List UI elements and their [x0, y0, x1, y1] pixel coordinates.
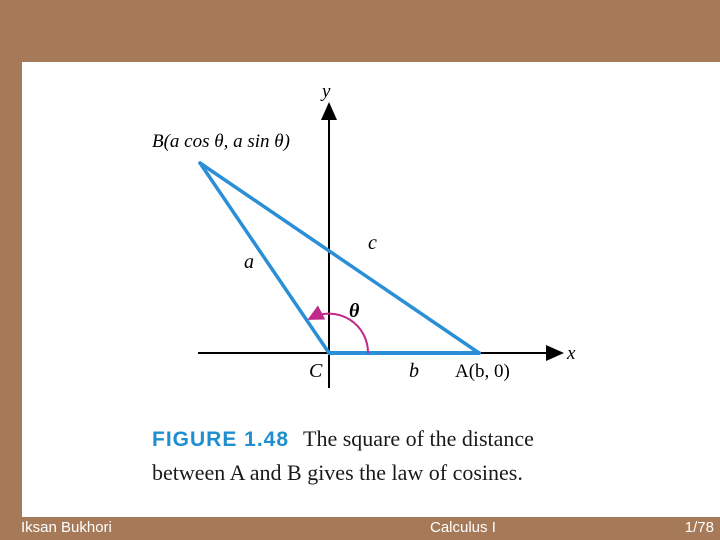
point-b-label: B(a cos θ, a sin θ) [152, 131, 290, 152]
figure-number: FIGURE 1.48 [152, 428, 290, 451]
y-axis-label: y [322, 81, 331, 102]
point-a-label: A(b, 0) [455, 361, 510, 382]
footer-course: Calculus I [430, 519, 496, 536]
x-axis-label: x [567, 343, 576, 364]
caption-text-1: The square of the distance [303, 426, 534, 451]
footer-author: Iksan Bukhori [21, 519, 112, 536]
side-c [200, 163, 479, 353]
side-a-label: a [244, 251, 254, 273]
angle-theta-label: θ [349, 300, 360, 322]
angle-arc [311, 314, 368, 353]
figure-caption [152, 422, 612, 489]
caption-line-2: between A and B gives the law of cosines. [152, 460, 523, 485]
side-b-label: b [409, 360, 419, 382]
side-a [200, 163, 329, 353]
side-c-label: c [368, 232, 377, 254]
footer-page-number: 1/78 [684, 519, 714, 536]
slide-footer [0, 517, 720, 540]
point-c-label: C [309, 360, 323, 382]
caption-line-1 [152, 422, 612, 456]
